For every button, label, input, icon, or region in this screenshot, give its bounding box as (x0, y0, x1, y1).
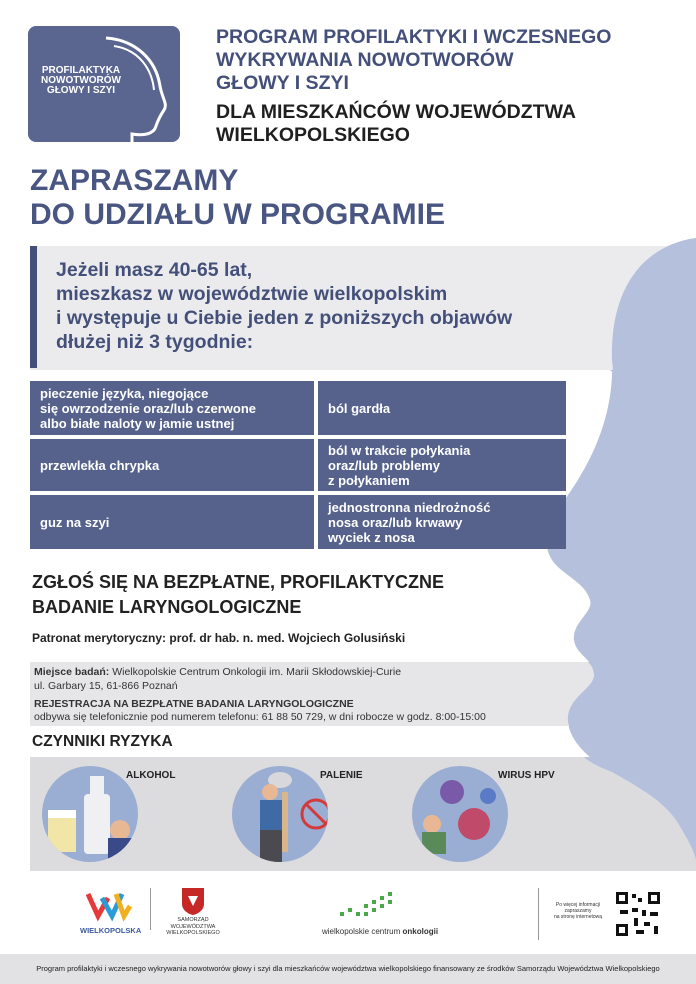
wco-logo-icon (338, 890, 398, 924)
samorzad-logo-text (164, 917, 222, 937)
logo-text: PROFILAKTYKA NOWOTWORÓW GŁOWY I SZYI (41, 65, 121, 96)
symptom-line: pieczenie języka, niegojące (40, 385, 209, 401)
wielkopolska-logo-text: WIELKOPOLSKA (80, 926, 142, 935)
qr-code-icon[interactable] (614, 890, 662, 938)
symptom-line: przewlekła chrypka (40, 457, 160, 473)
symptom-line: guz na szyi (40, 514, 110, 530)
coat-of-arms-icon (180, 886, 206, 916)
footer-text: Program profilaktyki i wczesnego wykrywania nowotworów głowy i szyi dla mieszkańców województwa wielkopolskiego finansowany ze środków Samorządu Województwa Wielkopolskiego (36, 964, 660, 973)
risk-label-alcohol: ALKOHOL (126, 770, 176, 781)
symptom-line: nosa oraz/lub krwawy (328, 514, 463, 530)
title-line: GŁOWY I SZYI (216, 72, 349, 94)
wco-text-b: onkologii (402, 927, 439, 936)
cta-line: BADANIE LARYNGOLOGICZNE (32, 597, 302, 617)
qr-note (546, 902, 610, 920)
risk-label-hpv: WIRUS HPV (498, 770, 555, 781)
symptom-line: się owrzodzenie oraz/lub czerwone (40, 400, 256, 416)
logo-divider (150, 888, 151, 930)
exam-address: ul. Garbary 15, 61-866 Poznań (34, 680, 178, 692)
wco-text-a: wielkopolskie centrum (322, 927, 403, 936)
symptom-line: z połykaniem (328, 472, 410, 488)
registration-text: odbywa się telefonicznie pod numerem telefonu: 61 88 50 729, w dni robocze w godz. 8:00-15:00 (34, 711, 486, 723)
wco-logo-text (322, 927, 438, 936)
symptom-line: wyciek z nosa (328, 529, 415, 545)
place-label: Miejsce badań: (34, 666, 110, 678)
symptom-line: albo białe naloty w jamie ustnej (40, 415, 235, 431)
qr-note-line: na stronę internetową (553, 914, 603, 920)
samorzad-line: SAMORZĄD (177, 917, 209, 923)
intro-line: dłużej niż 3 tygodnie: (56, 331, 254, 353)
risk-label-smoking: PALENIE (320, 770, 363, 781)
intro-line: mieszkasz w województwie wielkopolskim (56, 283, 448, 305)
subtitle-line: DLA MIESZKAŃCÓW WOJEWÓDZTWA (216, 101, 576, 123)
title-line: PROGRAM PROFILAKTYKI I WCZESNEGO (216, 26, 612, 48)
qr-note-line: zapraszamy (564, 908, 592, 914)
qr-note-line: Po więcej informacji (555, 902, 601, 908)
invite-line: ZAPRASZAMY (30, 164, 239, 197)
samorzad-line: WOJEWÓDZTWA (170, 923, 216, 930)
symptom-line: oraz/lub problemy (328, 457, 440, 473)
symptom-line: ból w trakcie połykania (328, 442, 471, 458)
qr-divider (538, 888, 539, 940)
smoking-illustration (232, 766, 328, 862)
title-line: WYKRYWANIA NOWOTWORÓW (216, 49, 514, 71)
registration-title: REJESTRACJA NA BEZPŁATNE BADANIA LARYNGOLOGICZNE (34, 698, 354, 710)
place-value: Wielkopolskie Centrum Onkologii im. Marii Skłodowskiej-Curie (109, 666, 402, 678)
symptom-line: jednostronna niedrożność (328, 499, 491, 515)
risk-title: CZYNNIKI RYZYKA (32, 733, 173, 750)
alcohol-illustration (42, 766, 138, 862)
wielkopolska-logo-icon (86, 888, 132, 922)
subtitle-line: WIELKOPOLSKIEGO (216, 124, 410, 146)
patronage-text: Patronat merytoryczny: prof. dr hab. n. med. Wojciech Golusiński (32, 631, 406, 645)
intro-line: Jeżeli masz 40-65 lat, (56, 259, 253, 281)
symptom-line: ból gardła (328, 400, 391, 416)
cta-line: ZGŁOŚ SIĘ NA BEZPŁATNE, PROFILAKTYCZNE (32, 572, 445, 592)
invite-line: DO UDZIAŁU W PROGRAMIE (30, 198, 445, 231)
intro-line: i występuje u Ciebie jeden z poniższych objawów (56, 307, 513, 329)
hpv-illustration (412, 766, 508, 862)
samorzad-line: WIELKOPOLSKIEGO (166, 930, 220, 936)
